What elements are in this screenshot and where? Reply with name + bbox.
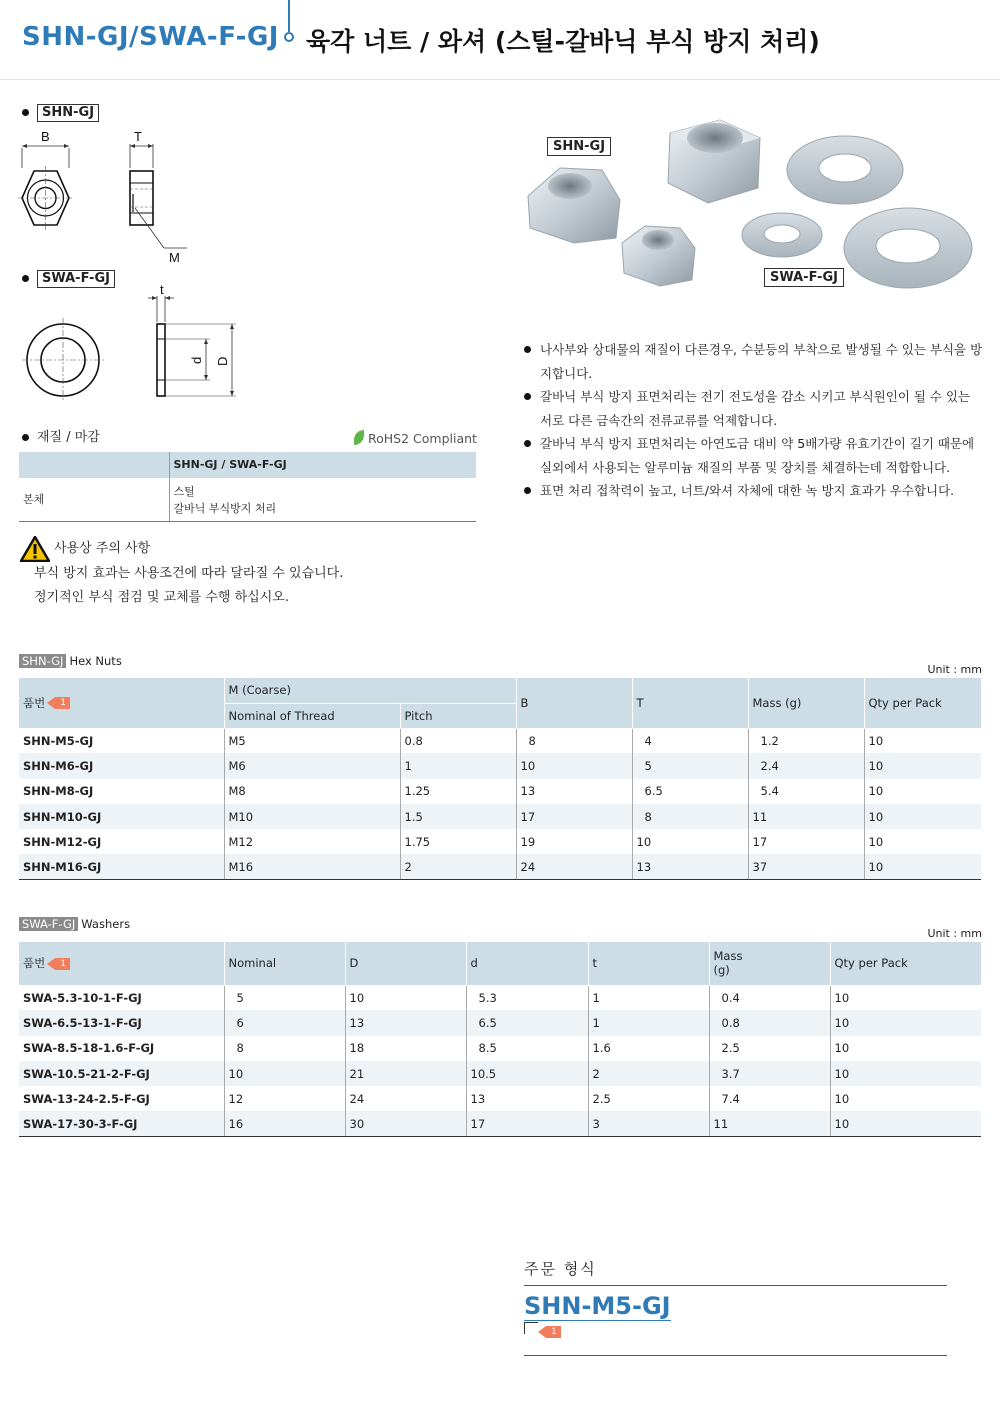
series-code: SHN-GJ/SWA-F-GJ [22,22,279,52]
table-row [19,1061,981,1086]
cell-mass: 2.4 [748,753,864,778]
cell-t: 6.5 [632,779,748,804]
material-value-line2: 갈바닉 부식방지 처리 [173,501,277,515]
table-row [19,1111,981,1136]
cell-mass: 0.4 [709,985,830,1010]
cell-outer-d: 24 [345,1086,466,1111]
part-number: SWA-8.5-18-1.6-F-GJ [19,1036,224,1061]
cell-inner-d: 6.5 [466,1010,588,1035]
header-divider [288,0,290,32]
cell-nominal: 12 [224,1086,345,1111]
order-divider [524,1355,947,1356]
cell-pitch: 2 [400,854,516,879]
dim-t-label: T [134,129,142,144]
cell-outer-d: 30 [345,1111,466,1136]
cell-t: 8 [632,804,748,829]
dim-big-d-label: D [215,356,230,366]
table-row [19,1010,981,1035]
col-t: T [632,678,748,728]
cell-thickness: 2.5 [588,1086,709,1111]
col-m-coarse: M (Coarse) [224,678,516,703]
rohs-badge [354,430,477,446]
part-number: SHN-M10-GJ [19,804,224,829]
material-row-label: 본체 [19,478,169,521]
col-inner-d: d [466,942,588,985]
table-row [19,829,981,854]
col-qty: Qty per Pack [864,678,981,728]
cell-thickness: 1 [588,1010,709,1035]
cell-nominal: M5 [224,728,400,753]
cell-pitch: 1.25 [400,779,516,804]
part-number: SWA-17-30-3-F-GJ [19,1111,224,1136]
col-nominal-thread: Nominal of Thread [224,703,400,728]
feature-item: 표면 처리 접착력이 높고, 너트/와셔 자체에 대한 녹 방지 효과가 우수합니다. [524,479,986,503]
washers-name: Washers [81,917,131,931]
col-part-number: 품번 1 [19,942,224,985]
part-number: SWA-6.5-13-1-F-GJ [19,1010,224,1035]
order-format-label: 주문 형식 [524,1258,947,1286]
caution-title-text: 사용상 주의 사항 [54,541,151,556]
cell-mass: 0.8 [709,1010,830,1035]
material-value-line1: 스틸 [173,484,195,498]
table-row [19,1086,981,1111]
col-thickness: t [588,942,709,985]
col-outer-d: D [345,942,466,985]
part-number: SWA-5.3-10-1-F-GJ [19,985,224,1010]
dim-b-label: B [41,129,50,144]
cell-qty: 10 [868,733,884,748]
hex-nuts-table [19,678,982,880]
col-b: B [516,678,632,728]
feature-item: 나사부와 상대물의 재질이 다른경우, 수분등의 부착으로 발생될 수 있는 부식을 방지합니다. [524,338,986,385]
bullet-icon [22,434,29,441]
table-row [19,985,981,1010]
part-number: SWA-13-24-2.5-F-GJ [19,1086,224,1111]
photo-nut-tag: SHN-GJ [547,137,611,156]
cell-b: 17 [516,804,632,829]
dim-m-label: M [169,250,180,265]
cell-nominal: 5 [224,985,345,1010]
cell-pitch: 1.5 [400,804,516,829]
cell-outer-d: 10 [345,985,466,1010]
page-header [0,0,1000,80]
washer-technical-drawing [14,282,254,402]
cell-nominal: 6 [224,1010,345,1035]
washers-unit: Unit : mm [927,927,982,940]
hex-nuts-name: Hex Nuts [69,654,122,668]
warning-icon [20,536,50,562]
nut-technical-drawing [14,128,204,268]
cell-qty: 10 [834,990,850,1005]
material-col-header: SHN-GJ / SWA-F-GJ [169,452,476,478]
cell-mass: 1.2 [748,728,864,753]
table-row [19,804,981,829]
col-mass: Mass (g) [709,942,830,985]
part-number: SHN-M6-GJ [19,753,224,778]
col-pitch: Pitch [400,703,516,728]
flag-1-icon: 1 [55,958,70,970]
cell-qty: 10 [830,1111,981,1136]
material-table-corner [19,452,169,478]
photo-washer-tag: SWA-F-GJ [764,268,844,287]
hex-nuts-tag: SHN-GJ [19,654,66,668]
cell-t: 5 [632,753,748,778]
rohs-text: RoHS2 Compliant [368,431,477,446]
feature-item: 갈바닉 부식 방지 표면처리는 아연도금 대비 약 5배가량 유효기간이 길기 때문에 실외에서 사용되는 알루미늄 재질의 부품 및 장치를 체결하는데 적합합니다. [524,432,986,479]
dim-small-d-label: d [189,356,204,364]
cell-thickness: 3 [588,1111,709,1136]
part-number: SHN-M8-GJ [19,779,224,804]
cell-qty: 10 [834,1091,850,1106]
feature-item: 갈바닉 부식 방지 표면처리는 전기 전도성을 감소 시키고 부식원인이 될 수 있는 서로 다른 금속간의 전류교류를 억제합니다. [524,385,986,432]
caution-line: 정기적인 부식 점검 및 교체를 수행 하십시오. [34,590,289,605]
cell-outer-d: 21 [345,1061,466,1086]
cell-inner-d: 10.5 [466,1061,588,1086]
cell-qty: 10 [834,1041,850,1056]
cell-nominal: 16 [224,1111,345,1136]
washers-tag: SWA-F-GJ [19,917,78,931]
table-row [19,779,981,804]
cell-mass: 7.4 [709,1086,830,1111]
cell-thickness: 1 [588,985,709,1010]
cell-qty: 10 [864,804,981,829]
cell-qty: 10 [868,834,884,849]
bullet-icon [22,275,29,282]
cell-mass: 11 [748,804,864,829]
washers-table [19,942,982,1137]
cell-thickness: 1.6 [588,1036,709,1061]
part-number: SHN-M5-GJ [19,728,224,753]
cell-t: 13 [632,854,748,879]
cell-mass: 5.4 [748,779,864,804]
cell-qty: 10 [830,1061,981,1086]
product-photo [520,108,980,298]
hex-nuts-unit: Unit : mm [927,663,982,676]
cell-thickness: 2 [588,1061,709,1086]
cell-pitch: 1 [400,753,516,778]
caution-line: 부식 방지 효과는 사용조건에 따라 달라질 수 있습니다. [34,566,344,581]
nut-drawing-tag: SHN-GJ [37,104,99,122]
cell-mass: 2.5 [709,1036,830,1061]
cell-qty: 10 [830,1010,981,1035]
cell-outer-d: 18 [345,1036,466,1061]
cell-b: 19 [516,829,632,854]
bullet-icon [22,109,29,116]
cell-mass: 17 [748,829,864,854]
cell-outer-d: 13 [345,1010,466,1035]
order-format [524,1258,947,1337]
material-row-value [169,478,476,521]
cell-nominal: 10 [224,1061,345,1086]
cell-nominal: M16 [224,854,400,879]
washer-drawing-tag: SWA-F-GJ [37,270,115,288]
header-dot-icon [284,32,294,42]
cell-inner-d: 13 [466,1086,588,1111]
cell-inner-d: 8.5 [466,1036,588,1061]
cell-nominal: M8 [224,779,400,804]
cell-pitch: 1.75 [400,829,516,854]
flag-1-icon: 1 [55,697,70,709]
hex-nuts-section-label [19,654,122,668]
cell-b: 13 [516,779,632,804]
part-number: SHN-M16-GJ [19,854,224,879]
part-number: SWA-10.5-21-2-F-GJ [19,1061,224,1086]
dim-small-t-label: t [160,282,164,297]
cell-qty: 10 [868,784,884,799]
col-part-number: 품번 1 [19,678,224,728]
washers-section-label [19,917,130,931]
order-bracket [524,1322,538,1334]
page-title: 육각 너트 / 와셔 (스틸-갈바닉 부식 방지 처리) [306,27,820,56]
cell-b: 10 [516,753,632,778]
cell-b: 8 [516,728,632,753]
cell-qty: 10 [864,753,981,778]
cell-nominal: M12 [224,829,400,854]
material-heading-text: 재질 / 마감 [37,430,100,445]
cell-mass: 11 [709,1111,830,1136]
table-row [19,728,981,753]
cell-inner-d: 17 [466,1111,588,1136]
cell-pitch: 0.8 [400,728,516,753]
order-example-code: SHN-M5-GJ [524,1292,671,1320]
cell-b: 24 [516,854,632,879]
material-table [19,452,476,522]
table-row [19,854,981,879]
cell-t: 10 [632,829,748,854]
table-row [19,1036,981,1061]
caution-title [20,536,343,562]
cell-nominal: M10 [224,804,400,829]
col-nominal: Nominal [224,942,345,985]
table-row [19,753,981,778]
cell-inner-d: 5.3 [466,985,588,1010]
cell-qty: 10 [864,854,981,879]
flag-1-icon: 1 [546,1326,561,1338]
col-qty: Qty per Pack [830,942,981,985]
material-heading [22,426,100,445]
cell-nominal: M6 [224,753,400,778]
cell-mass: 3.7 [709,1061,830,1086]
col-mass: Mass (g) [748,678,864,728]
caution-section [20,536,343,610]
leaf-icon [354,430,364,445]
part-number: SHN-M12-GJ [19,829,224,854]
nut-drawing-label [22,104,99,122]
feature-list [524,338,986,503]
cell-nominal: 8 [224,1036,345,1061]
cell-mass: 37 [748,854,864,879]
cell-t: 4 [632,728,748,753]
